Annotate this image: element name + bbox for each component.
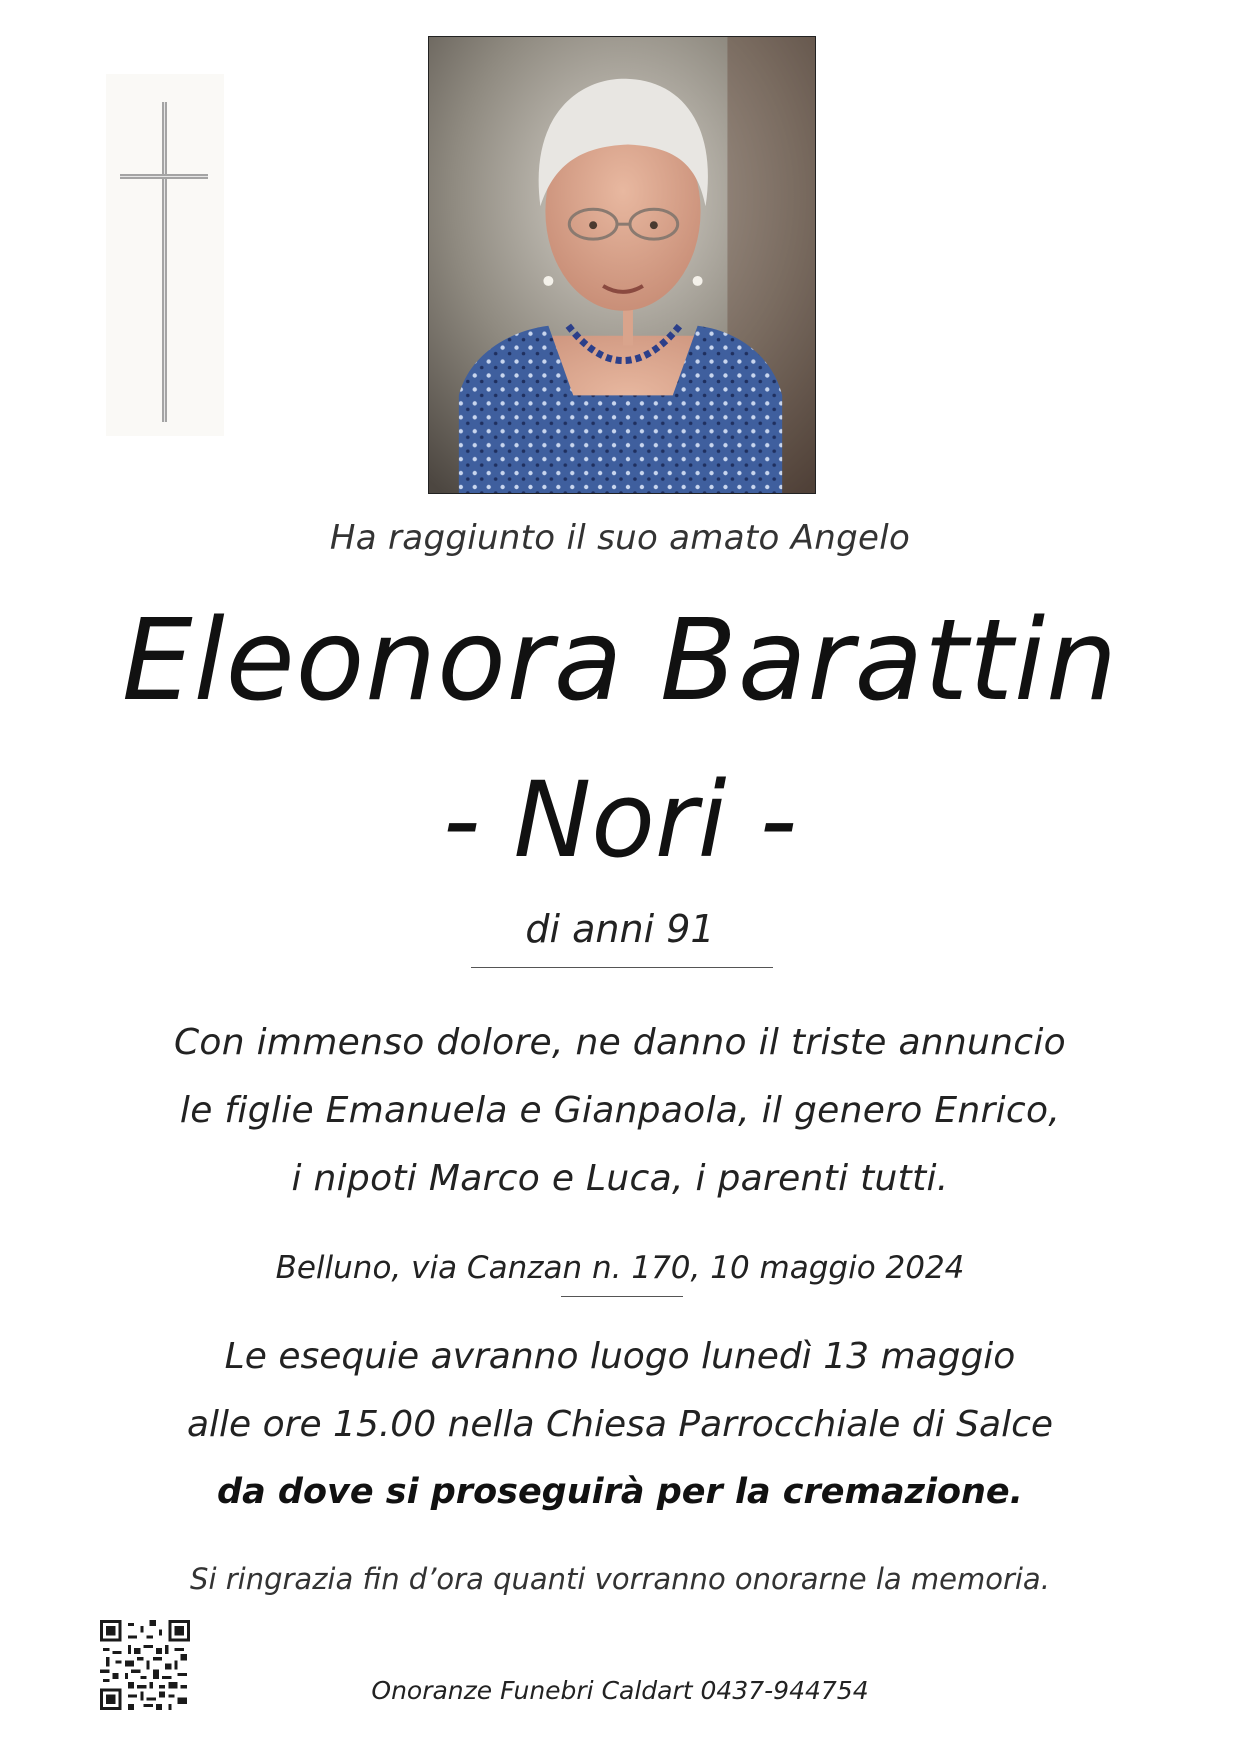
deceased-age: di anni 91 xyxy=(525,907,715,951)
announcement-line: le figlie Emanuela e Gianpaola, il genero Enrico, xyxy=(179,1090,1061,1131)
funeral-line: Le esequie avranno luogo lunedì 13 maggio xyxy=(224,1336,1016,1377)
age-divider xyxy=(471,967,773,968)
place-divider xyxy=(561,1296,683,1297)
cross-icon xyxy=(106,74,224,436)
place-date: Belluno, via Canzan n. 170, 10 maggio 2024 xyxy=(275,1250,965,1286)
funeral-home-footer: Onoranze Funebri Caldart 0437-944754 xyxy=(371,1676,869,1705)
funeral-line: alle ore 15.00 nella Chiesa Parrocchiale di Salce xyxy=(186,1404,1054,1445)
announcement-line: Con immenso dolore, ne danno il triste annuncio xyxy=(174,1022,1066,1063)
deceased-name: Eleonora Barattin xyxy=(121,596,1119,726)
deceased-nickname: - Nori - xyxy=(442,759,798,881)
thanks-text: Si ringrazia fin d’ora quanti vorranno onorarne la memoria. xyxy=(190,1562,1050,1596)
announcement-line: i nipoti Marco e Luca, i parenti tutti. xyxy=(291,1158,949,1199)
funeral-line-emphasis: da dove si proseguirà per la cremazione. xyxy=(217,1472,1023,1512)
intro-text: Ha raggiunto il suo amato Angelo xyxy=(329,518,911,558)
deceased-portrait xyxy=(428,36,816,494)
